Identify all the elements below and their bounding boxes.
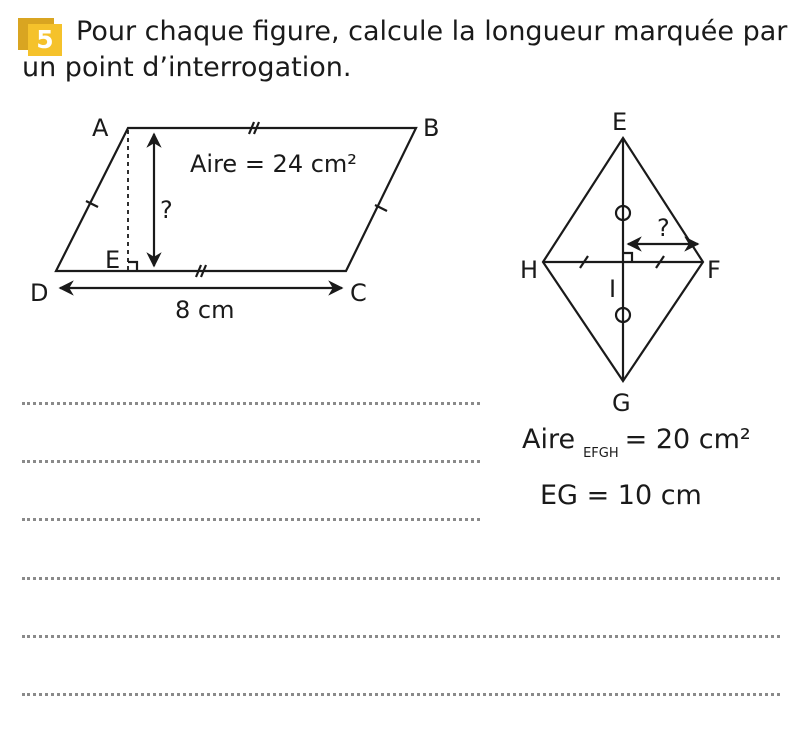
answer-line-3[interactable] [22,518,480,521]
center-i-label: I [609,275,617,303]
rhombus-right-angle [623,253,632,262]
rhombus-area-value: = 20 cm² [624,424,751,455]
right-angle-mark [128,262,137,271]
vertex-d-label: D [30,279,49,307]
vertex-b-label: B [423,114,440,142]
rhombus-area-subscript: EFGH [583,446,619,461]
exercise-instruction: Pour chaque figure, calcule la longueur marquée par un point d’interrogation. [22,16,788,83]
rhombus-area-prefix: Aire [522,424,576,455]
answer-line-1[interactable] [22,402,480,405]
base-length: 8 cm [175,296,235,324]
equal-side-marks [86,122,387,277]
answer-line-5[interactable] [22,635,780,638]
rhombus-unknown: ? [657,214,670,242]
rhombus-figure [520,108,721,417]
exercise-number: 5 [28,24,62,56]
vertex-f-label: F [707,256,721,284]
vertex-c-label: C [350,279,367,307]
vertex-h-label: H [520,256,539,284]
height-unknown: ? [160,196,173,224]
rhombus-area-line [522,424,751,461]
point-e-label: E [105,246,121,274]
vertex-g-label: G [612,389,631,417]
rhombus-diagonal-info: EG = 10 cm [540,480,702,511]
answer-line-2[interactable] [22,460,480,463]
answer-line-6[interactable] [22,693,780,696]
answer-line-4[interactable] [22,577,780,580]
vertex-a-label: A [92,114,109,142]
parallelogram-figure [30,114,439,324]
parallelogram-area: Aire = 24 cm² [190,150,357,178]
vertex-e-label: E [612,108,628,136]
